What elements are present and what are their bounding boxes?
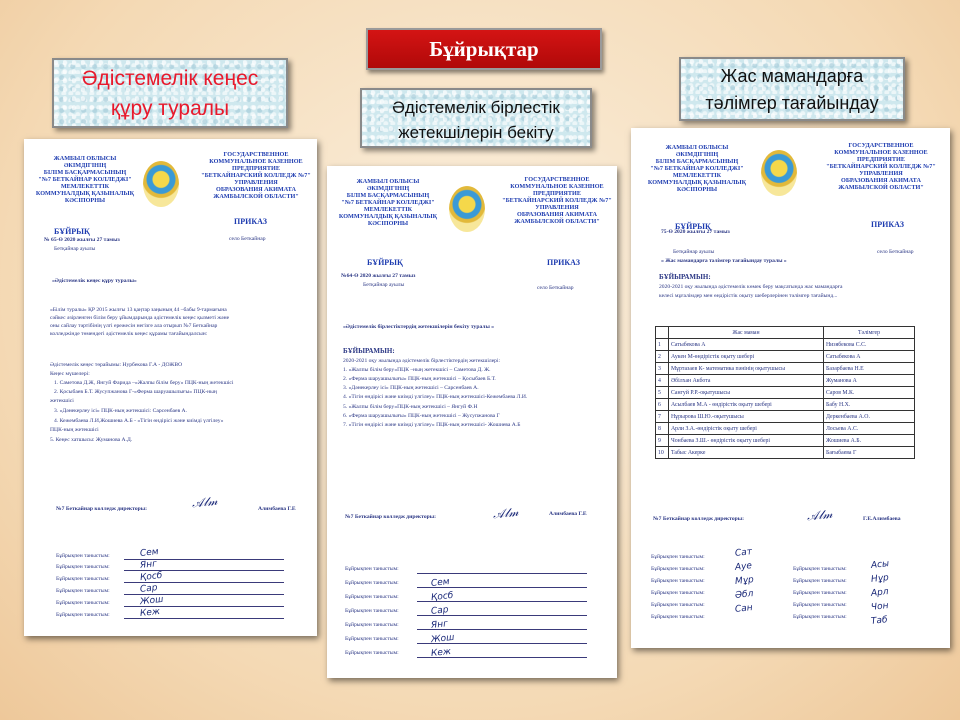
place-kz: Бетқайнар ауылы [673,249,715,255]
header-line: МЕМЛЕКЕТТІК [363,206,413,213]
body-line: колледжінде төмендегі әдістемелік кеңес құрамы тағайындалсын: [50,331,208,337]
header-line: ОБРАЗОВАНИЯ АКИМАТА [517,211,597,218]
member-line: 2. Қосыбаев Б.Т. Жусупжанова Г-«Ферма шаруашылығы» ПЦК-ның [54,389,217,395]
kazakhstan-emblem-icon [449,186,485,232]
table-row [656,447,915,459]
doc-type-kz: БҰЙРЫҚ [54,227,90,236]
ack-label: Бұйрықпен таныстым: [651,566,705,572]
handwritten-signature-icon: Таб [870,615,889,627]
order-subject: «Әдістемелік кеңес құру туралы» [52,278,137,284]
label-line: тәлімгер тағайындау [705,93,879,113]
label-methodical-council [52,58,288,128]
ack-label: Бұйрықпен таныстым: [651,578,705,584]
member-line: 1. Саметова Д.Ж, Янгуй Фарида –«Жалпы білім беру» ПЦК-ның жетекшісі [54,380,234,386]
handwritten-signature-icon: Қосб [430,590,454,604]
table-cell: 5 [656,387,669,399]
member-line: 4. Кежембаева Л.И,Жошиева А.Б - «Тігін өндірісі және киімді үлгілеу» [54,418,224,424]
order-subject: « Жас мамандарға тәлімгер тағайындау туралы » [661,258,787,264]
member-line: 5. Кеңес хатшысы: Жуманова А.Д. [50,437,133,443]
handwritten-signature-icon: Янг [430,619,449,631]
table-row [656,423,915,435]
handwritten-signature-icon: Жош [139,594,164,608]
member-line: Кеңес мүшелері: [50,371,90,377]
header-line: ӘКІМДІГІНІҢ [63,162,107,169]
ack-label: Бұйрықпен таныстым: [345,594,399,600]
ack-label: Бұйрықпен таныстым: [651,602,705,608]
body-line: 5. «Жалпы білім беру»ПЦК-ның жетекшісі – Янгуй Ф.Н [343,404,478,410]
table-row [656,411,915,423]
header-line: КОММУНАЛДЫҚ ҚАЗЫНАЛЫҚ [338,213,438,220]
table-cell: Арли З.А.-өндірістік оқыту шебері [669,423,824,435]
table-header-row [656,327,915,339]
director-title: №7 Беткайнар колледж директоры: [345,514,436,520]
table-cell [656,327,669,339]
kazakhstan-emblem-icon [761,150,797,196]
body-line: келесі мұғалімдер мен өндірістік оқыту шеберлерінен тәлімгер тағайынд... [659,293,838,299]
ack-label: Бұйрықпен таныстым: [345,580,399,586]
ack-label: Бұйрықпен таныстым: [56,600,110,606]
ack-label: Бұйрықпен таныстым: [651,590,705,596]
handwritten-signature-icon: Сем [430,577,451,589]
ack-label: Бұйрықпен таныстым: [345,622,399,628]
ack-label: Бұйрықпен таныстым: [56,553,110,559]
header-line: ЖАМБЫЛ ОБЛЫСЫ [356,178,420,185]
handwritten-signature-icon: Ауе [734,561,753,573]
table-cell: Мұртазаев К- математика пәнінің оқытушысы [669,363,824,375]
table-cell: 10 [656,447,669,459]
table-row [656,339,915,351]
table-row [656,363,915,375]
handwritten-signature-icon: Асы [870,559,890,571]
signature-line [124,594,284,595]
label-mentor-assignment [679,57,905,121]
handwritten-signature-icon: Жош [430,632,455,646]
header-line: КӘСІПОРНЫ [367,220,409,227]
handwritten-signature-icon: Нұр [870,573,890,585]
handwritten-signature-icon: Чон [870,601,890,613]
table-cell: 2 [656,351,669,363]
label-line: Жас мамандарға [720,66,864,86]
table-cell: Базарбаева Н.Е [824,363,915,375]
label-line: жетекшілерін бекіту [398,123,554,142]
order-document-2 [327,166,617,678]
ack-label: Бұйрықпен таныстым: [793,590,847,596]
body-line: 2020-2021 оқу жылында әдістемелік бірлестіктердің жетекшілері: [343,358,501,364]
member-line: ПЦК-ның жетекшісі [50,427,99,433]
table-header-cell: Жас маман [669,327,824,339]
ack-label: Бұйрықпен таныстым: [345,608,399,614]
header-line: ЖАМБЫЛ ОБЛЫСЫ [665,144,729,151]
order-subject: «Әдістемелік бірлестіктердің жетекшілерін бекіту туралы » [343,324,495,330]
order-head: БҰЙЫРАМЫН: [343,347,395,355]
label-line: Әдістемелік кеңес [81,67,259,90]
member-line: жетекшісі [50,398,74,404]
ack-label: Бұйрықпен таныстым: [345,650,399,656]
ack-label: Бұйрықпен таныстым: [651,614,705,620]
header-line: КОММУНАЛЬНОЕ КАЗЕННОЕ [510,183,604,190]
table-cell: Бабу Н.Х. [824,399,915,411]
header-line: КОММУНАЛДЫҚ ҚАЗЫНАЛЫҚ [35,190,135,197]
header-line: ГОСУДАРСТВЕННОЕ [524,176,590,183]
ack-label: Бұйрықпен таныстым: [793,566,847,572]
label-line: Әдістемелік бірлестік [392,98,560,117]
table-cell: Деркенбаева А.О. [824,411,915,423]
header-right [819,142,943,191]
header-right [501,176,613,225]
header-line: ЖАМБЫЛСКОЙ ОБЛАСТИ" [213,193,299,200]
doc-type-kz: БҰЙРЫҚ [675,222,711,231]
header-line: "№7 БЕТКАЙНАР КОЛЛЕДЖІ" [341,199,435,206]
ack-label: Бұйрықпен таныстым: [345,636,399,642]
header-left [639,144,755,193]
header-line: ОБРАЗОВАНИЯ АКИМАТА [841,177,921,184]
doc-type-kz: БҰЙРЫҚ [367,258,403,267]
handwritten-signature-icon: Мұр [734,575,755,587]
order-number: 75-Ө 2020 жылғы 27 тамыз [661,229,730,235]
body-line: 3. «Дәнекерлеу ісі» ПЦК-ның жетекшісі – Сарсенбаев А. [343,385,479,391]
header-line: КОММУНАЛЬНОЕ КАЗЕННОЕ [209,158,303,165]
table-cell: Сатыбекова А [669,339,824,351]
header-line: БІЛІМ БАСҚАРМАСЫНЫҢ [43,169,127,176]
table-cell: Табыс Акерке [669,447,824,459]
header-line: КӘСІПОРНЫ [64,197,106,204]
header-line: ПРЕДПРИЯТИЕ [857,156,905,163]
table-cell: Нұрырова Ш.Ю.-оқытушысы [669,411,824,423]
ack-label: Бұйрықпен таныстым: [56,612,110,618]
place-ru: село Беткайнар [229,236,266,242]
body-line: 4. «Тігін өндірісі және киімді үлгілеу» ПЦК-ның жетекшісі-Кежембаева Л.И. [343,394,528,400]
table-cell: Жошиева А.Б. [824,435,915,447]
header-line: БІЛІМ БАСҚАРМАСЫНЫҢ [655,158,739,165]
header-line: "№7 БЕТКАЙНАР КОЛЛЕДЖІ" [38,176,132,183]
place-kz: Бетқайнар ауылы [363,282,405,288]
doc-type-ru: ПРИКАЗ [234,217,267,226]
table-cell: Сатыбекова А [824,351,915,363]
header-line: "БЕТКАЙНАРСКИЙ КОЛЛЕДЖ №7" [502,197,612,204]
body-line: сәйкес әзірленген білім беру ұйымдарында әдістемелік кеңес қызметі және [50,315,230,321]
table-row [656,351,915,363]
header-line: ЖАМБЫЛСКОЙ ОБЛАСТИ" [514,218,600,225]
handwritten-signature-icon: Янг [139,559,158,571]
table-row [656,387,915,399]
header-line: ПРЕДПРИЯТИЕ [533,190,581,197]
handwritten-signature-icon: Сан [734,603,754,615]
table-cell: Низябекова С.С. [824,339,915,351]
table-header-cell: Тәлімгер [824,327,915,339]
director-title: №7 Беткайнар колледж директоры: [653,516,744,522]
body-line: 1. «Жалпы білім беру»ПЦК –ның жетекшісі – Саметова Д. Ж. [343,367,491,373]
handwritten-signature-icon: Кеж [430,646,452,660]
handwritten-signature-icon: Сем [139,547,160,559]
mentor-table [655,326,915,459]
handwritten-signature-icon: Әбл [734,589,754,601]
table-cell: Бағыбаева Г [824,447,915,459]
ack-label: Бұйрықпен таныстым: [651,554,705,560]
table-cell: Сангуй Р.Р.-оқытушысы [669,387,824,399]
body-line: «Білім туралы» ҚР 2015 жылғы 13 қаңтар заңының 44 –бабы 9-тармағына [50,307,227,313]
ack-label: Бұйрықпен таныстым: [793,602,847,608]
member-line: 3. «Дәнекерлеу ісі» ПЦК-ның жетекшісі: Сарсенбаев А. [54,408,187,414]
table-cell: 9 [656,435,669,447]
header-line: ГОСУДАРСТВЕННОЕ [848,142,914,149]
handwritten-signature-icon: Қосб [139,570,163,584]
header-left [333,178,443,227]
handwritten-signature-icon: Кеж [139,606,161,620]
table-cell: Чонбаева З.Ш.- өндірістік оқыту шебері [669,435,824,447]
header-line: УПРАВЛЕНИЯ [535,204,579,211]
body-line: 2. «Ферма шаруашылығы» ПЦК-ның жетекшісі – Қосыбаев Б.Т. [343,376,496,382]
table-cell: Лосьева А.С. [824,423,915,435]
header-line: "БЕТКАЙНАРСКИЙ КОЛЛЕДЖ №7" [826,163,936,170]
body-line: 6. «Ферма шаруашылығы» ПЦК-ның жетекшісі – Жусупжанова Г [343,413,500,419]
header-line: БІЛІМ БАСҚАРМАСЫНЫҢ [346,192,430,199]
slide-title: Бұйрықтар [366,28,602,70]
ack-label: Бұйрықпен таныстым: [345,566,399,572]
ack-label: Бұйрықпен таныстым: [793,614,847,620]
director-title: №7 Беткайнар колледж директоры: [56,506,147,512]
handwritten-signature-icon: Арл [870,587,890,599]
header-line: КОММУНАЛДЫҚ ҚАЗЫНАЛЫҚ [647,179,747,186]
header-line: КОММУНАЛЬНОЕ КАЗЕННОЕ [834,149,928,156]
header-line: ӘКІМДІГІНІҢ [366,185,410,192]
doc-type-ru: ПРИКАЗ [871,220,904,229]
table-cell: 1 [656,339,669,351]
director-name: Г.Е.Алимбаева [863,516,901,522]
header-line: МЕМЛЕКЕТТІК [672,172,722,179]
header-line: "БЕТКАЙНАРСКИЙ КОЛЛЕДЖ №7" [201,172,311,179]
kazakhstan-emblem-icon [143,161,179,207]
header-line: ӘКІМДІГІНІҢ [675,151,719,158]
body-line: 2020-2021 оқу жылында әдістемелік көмек беру мақсатында жас мамандарға [659,284,843,290]
director-signature-icon: 𝒜𝓁𝓂 [806,506,834,524]
order-document-1 [24,139,317,636]
header-line: "№7 БЕТКАЙНАР КОЛЛЕДЖІ" [650,165,744,172]
signature-line [124,570,284,571]
header-line: УПРАВЛЕНИЯ [234,179,278,186]
label-association-heads [360,88,592,148]
handwritten-signature-icon: Сар [139,583,158,595]
header-left [30,155,140,204]
label-line: құру туралы [110,97,230,120]
order-head: БҰЙЫРАМЫН: [659,273,711,281]
order-number: №64-Ө 2020 жылғы 27 тамыз [341,273,416,279]
header-line: МЕМЛЕКЕТТІК [60,183,110,190]
table-cell: Асылбаев М.А - өндірістік оқыту шебері [669,399,824,411]
table-cell: 3 [656,363,669,375]
table-cell: 7 [656,411,669,423]
place-ru: село Беткайнар [537,285,574,291]
doc-type-ru: ПРИКАЗ [547,258,580,267]
ack-label: Бұйрықпен таныстым: [56,588,110,594]
body-line: оны сайлау тәртібінің үлгі ережесін негізге ала отырып №7 Беткайнар [50,323,218,329]
order-number: № 65-Ө 2020 жылғы 27 тамыз [44,237,120,243]
table-cell: Саров М.К. [824,387,915,399]
ack-label: Бұйрықпен таныстым: [793,578,847,584]
header-line: ЖАМБЫЛ ОБЛЫСЫ [53,155,117,162]
header-line: ГОСУДАРСТВЕННОЕ [223,151,289,158]
table-row [656,435,915,447]
header-line: УПРАВЛЕНИЯ [859,170,903,177]
ack-label: Бұйрықпен таныстым: [56,576,110,582]
table-cell: 4 [656,375,669,387]
table-cell: Аукен М-өндірістік оқыту шебері [669,351,824,363]
director-signature-icon: 𝒜𝓁𝓂 [191,493,219,511]
director-name: Алимбаева Г.Е [258,506,296,512]
director-name: Алимбаева Г.Е [549,511,587,517]
member-line: Әдістемелік кеңес төрайымы: Нурбекова Г.А - ДОЖВО [50,362,183,368]
header-line: КӘСІПОРНЫ [676,186,718,193]
body-line: 7. «Тігін өндірісі және киімді үлгілеу» ПЦК-ның жетекшісі- Жошиева А.Б [343,422,521,428]
ack-label: Бұйрықпен таныстым: [56,564,110,570]
table-cell: Әбілхан Акбота [669,375,824,387]
header-right [200,151,312,200]
table-row [656,375,915,387]
place-kz: Бетқайнар ауылы [54,246,96,252]
table-cell: Жуманова А [824,375,915,387]
order-document-3 [631,128,950,648]
header-line: ПРЕДПРИЯТИЕ [232,165,280,172]
signature-line [417,573,587,574]
handwritten-signature-icon: Сар [430,605,449,617]
handwritten-signature-icon: Сат [734,547,753,559]
table-cell: 6 [656,399,669,411]
header-line: ОБРАЗОВАНИЯ АКИМАТА [216,186,296,193]
director-signature-icon: 𝒜𝓁𝓂 [492,504,520,522]
table-row [656,399,915,411]
place-ru: село Беткайнар [877,249,914,255]
header-line: ЖАМБЫЛСКОЙ ОБЛАСТИ" [838,184,924,191]
table-cell: 8 [656,423,669,435]
